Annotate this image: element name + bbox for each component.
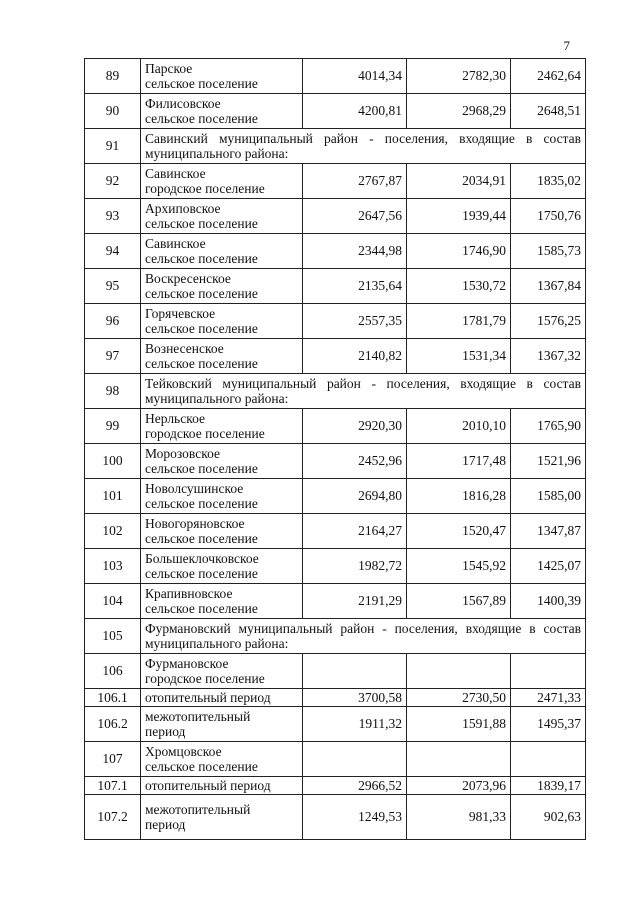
row-number: 102	[85, 514, 141, 549]
value-cell-2: 1567,89	[407, 584, 511, 619]
settlement-name	[141, 479, 303, 514]
row-number: 101	[85, 479, 141, 514]
table-row	[85, 479, 586, 514]
settlement-name-line: городское поселение	[145, 181, 265, 196]
value-cell-2: 2782,30	[407, 59, 511, 94]
value-cell-3: 1367,84	[511, 269, 586, 304]
value-cell-2: 1781,79	[407, 304, 511, 339]
settlement-name-line: сельское поселение	[145, 251, 258, 266]
table-row	[85, 94, 586, 129]
settlement-name-line: сельское поселение	[145, 759, 258, 774]
value-cell-1: 2557,35	[303, 304, 407, 339]
settlement-name	[141, 514, 303, 549]
value-cell-2: 1530,72	[407, 269, 511, 304]
table-row	[85, 59, 586, 94]
settlement-name	[141, 654, 303, 689]
settlement-name-line: Нерльское	[145, 411, 205, 426]
value-cell-1: 2452,96	[303, 444, 407, 479]
value-cell-3: 1765,90	[511, 409, 586, 444]
value-cell-3: 1839,17	[511, 777, 586, 795]
settlement-name-line: Морозовское	[145, 446, 220, 461]
value-cell-2: 2730,50	[407, 689, 511, 707]
row-number: 106.1	[85, 689, 141, 707]
table-row	[85, 444, 586, 479]
settlement-name-line: Воскресенское	[145, 271, 231, 286]
settlement-name-line: Большеклочковское	[145, 551, 259, 566]
row-number: 107	[85, 742, 141, 777]
settlement-name	[141, 234, 303, 269]
value-cell-1: 4200,81	[303, 94, 407, 129]
row-number: 94	[85, 234, 141, 269]
settlement-name-line: Савинское	[145, 166, 206, 181]
row-number: 98	[85, 374, 141, 409]
table-row	[85, 234, 586, 269]
district-header-row	[85, 129, 586, 164]
value-cell-2: 2968,29	[407, 94, 511, 129]
settlement-name-line: сельское поселение	[145, 566, 258, 581]
row-number: 106	[85, 654, 141, 689]
row-number: 103	[85, 549, 141, 584]
value-cell-2: 1520,47	[407, 514, 511, 549]
row-number: 93	[85, 199, 141, 234]
value-cell-3: 1367,32	[511, 339, 586, 374]
value-cell-2: 2034,91	[407, 164, 511, 199]
value-cell-2: 981,33	[407, 795, 511, 840]
value-cell-3: 1576,25	[511, 304, 586, 339]
value-cell-3: 1835,02	[511, 164, 586, 199]
value-cell-2: 2010,10	[407, 409, 511, 444]
settlement-name	[141, 339, 303, 374]
district-header-text: Тейковский муниципальный район - поселения, входящие в состав муниципального района:	[141, 374, 586, 409]
table-row	[85, 777, 586, 795]
row-number: 96	[85, 304, 141, 339]
settlement-name-line: городское поселение	[145, 426, 265, 441]
value-cell-1: 1982,72	[303, 549, 407, 584]
table-row	[85, 549, 586, 584]
settlement-name-line: сельское поселение	[145, 216, 258, 231]
value-cell-3: 2462,64	[511, 59, 586, 94]
tariff-table	[84, 58, 586, 840]
settlement-name-line: сельское поселение	[145, 531, 258, 546]
value-cell-1: 2135,64	[303, 269, 407, 304]
settlement-name-line: Вознесенское	[145, 341, 224, 356]
value-cell-3: 902,63	[511, 795, 586, 840]
settlement-name-line: Савинское	[145, 236, 206, 251]
settlement-name	[141, 164, 303, 199]
table-row	[85, 795, 586, 840]
value-cell-1: 1911,32	[303, 707, 407, 742]
settlement-name-line: период	[145, 817, 186, 832]
value-cell-1: 2966,52	[303, 777, 407, 795]
value-cell-3: 2471,33	[511, 689, 586, 707]
settlement-name-line: сельское поселение	[145, 286, 258, 301]
settlement-name-line: Парское	[145, 61, 193, 76]
district-header-row	[85, 619, 586, 654]
value-cell-3: 1585,00	[511, 479, 586, 514]
district-header-text: Савинский муниципальный район - поселения, входящие в состав муниципального района:	[141, 129, 586, 164]
settlement-name-line: отопительный период	[145, 778, 271, 793]
settlement-name-line: сельское поселение	[145, 321, 258, 336]
value-cell-3: 2648,51	[511, 94, 586, 129]
value-cell-3: 1347,87	[511, 514, 586, 549]
row-number: 107.1	[85, 777, 141, 795]
value-cell-1: 4014,34	[303, 59, 407, 94]
row-number: 92	[85, 164, 141, 199]
value-cell-3: 1400,39	[511, 584, 586, 619]
settlement-name-line: Новолсушинское	[145, 481, 244, 496]
district-header-row	[85, 374, 586, 409]
settlement-name	[141, 584, 303, 619]
table-row	[85, 584, 586, 619]
value-cell-3	[511, 742, 586, 777]
row-number: 99	[85, 409, 141, 444]
value-cell-1: 2140,82	[303, 339, 407, 374]
table-row	[85, 654, 586, 689]
settlement-name	[141, 59, 303, 94]
value-cell-1: 2767,87	[303, 164, 407, 199]
settlement-name-line: Новогоряновское	[145, 516, 245, 531]
settlement-name-line: Хромцовское	[145, 744, 222, 759]
settlement-name	[141, 409, 303, 444]
value-cell-1: 2191,29	[303, 584, 407, 619]
table-row	[85, 514, 586, 549]
value-cell-3: 1521,96	[511, 444, 586, 479]
value-cell-1: 2920,30	[303, 409, 407, 444]
settlement-name	[141, 795, 303, 840]
value-cell-1	[303, 654, 407, 689]
settlement-name-line: городское поселение	[145, 671, 265, 686]
settlement-name-line: Фурмановское	[145, 656, 229, 671]
settlement-name	[141, 269, 303, 304]
value-cell-1: 3700,58	[303, 689, 407, 707]
settlement-name-line: сельское поселение	[145, 111, 258, 126]
settlement-name-line: сельское поселение	[145, 76, 258, 91]
settlement-name	[141, 444, 303, 479]
settlement-name	[141, 304, 303, 339]
settlement-name-line: Горячевское	[145, 306, 216, 321]
table-row	[85, 742, 586, 777]
table-body	[85, 59, 586, 840]
settlement-name-line: Архиповское	[145, 201, 221, 216]
value-cell-2: 1531,34	[407, 339, 511, 374]
table-row	[85, 199, 586, 234]
district-header-text: Фурмановский муниципальный район - поселения, входящие в состав муниципального района:	[141, 619, 586, 654]
table-row	[85, 689, 586, 707]
settlement-name-line: межотопительный	[145, 802, 251, 817]
table-row	[85, 269, 586, 304]
value-cell-2: 2073,96	[407, 777, 511, 795]
row-number: 90	[85, 94, 141, 129]
value-cell-2: 1816,28	[407, 479, 511, 514]
value-cell-2: 1939,44	[407, 199, 511, 234]
value-cell-1: 2694,80	[303, 479, 407, 514]
value-cell-2: 1746,90	[407, 234, 511, 269]
row-number: 106.2	[85, 707, 141, 742]
settlement-name	[141, 199, 303, 234]
table-row	[85, 164, 586, 199]
table-row	[85, 339, 586, 374]
settlement-name-line: Крапивновское	[145, 586, 233, 601]
row-number: 97	[85, 339, 141, 374]
settlement-name	[141, 94, 303, 129]
row-number: 104	[85, 584, 141, 619]
settlement-name-line: Филисовское	[145, 96, 221, 111]
value-cell-3: 1425,07	[511, 549, 586, 584]
settlement-name-line: сельское поселение	[145, 356, 258, 371]
value-cell-3: 1495,37	[511, 707, 586, 742]
value-cell-1: 1249,53	[303, 795, 407, 840]
row-number: 95	[85, 269, 141, 304]
value-cell-2	[407, 742, 511, 777]
value-cell-2	[407, 654, 511, 689]
settlement-name	[141, 549, 303, 584]
table-row	[85, 409, 586, 444]
value-cell-2: 1717,48	[407, 444, 511, 479]
row-number: 107.2	[85, 795, 141, 840]
settlement-name	[141, 689, 303, 707]
value-cell-1: 2647,56	[303, 199, 407, 234]
table-row	[85, 707, 586, 742]
row-number: 105	[85, 619, 141, 654]
value-cell-1: 2164,27	[303, 514, 407, 549]
value-cell-3: 1750,76	[511, 199, 586, 234]
page-number: 7	[563, 38, 570, 53]
settlement-name	[141, 777, 303, 795]
settlement-name-line: сельское поселение	[145, 601, 258, 616]
value-cell-3: 1585,73	[511, 234, 586, 269]
value-cell-1: 2344,98	[303, 234, 407, 269]
value-cell-1	[303, 742, 407, 777]
settlement-name-line: отопительный период	[145, 690, 271, 705]
settlement-name-line: сельское поселение	[145, 496, 258, 511]
row-number: 89	[85, 59, 141, 94]
row-number: 100	[85, 444, 141, 479]
value-cell-2: 1545,92	[407, 549, 511, 584]
table-row	[85, 304, 586, 339]
settlement-name-line: период	[145, 724, 186, 739]
value-cell-3	[511, 654, 586, 689]
settlement-name	[141, 707, 303, 742]
value-cell-2: 1591,88	[407, 707, 511, 742]
settlement-name-line: сельское поселение	[145, 461, 258, 476]
settlement-name-line: межотопительный	[145, 709, 251, 724]
settlement-name	[141, 742, 303, 777]
row-number: 91	[85, 129, 141, 164]
